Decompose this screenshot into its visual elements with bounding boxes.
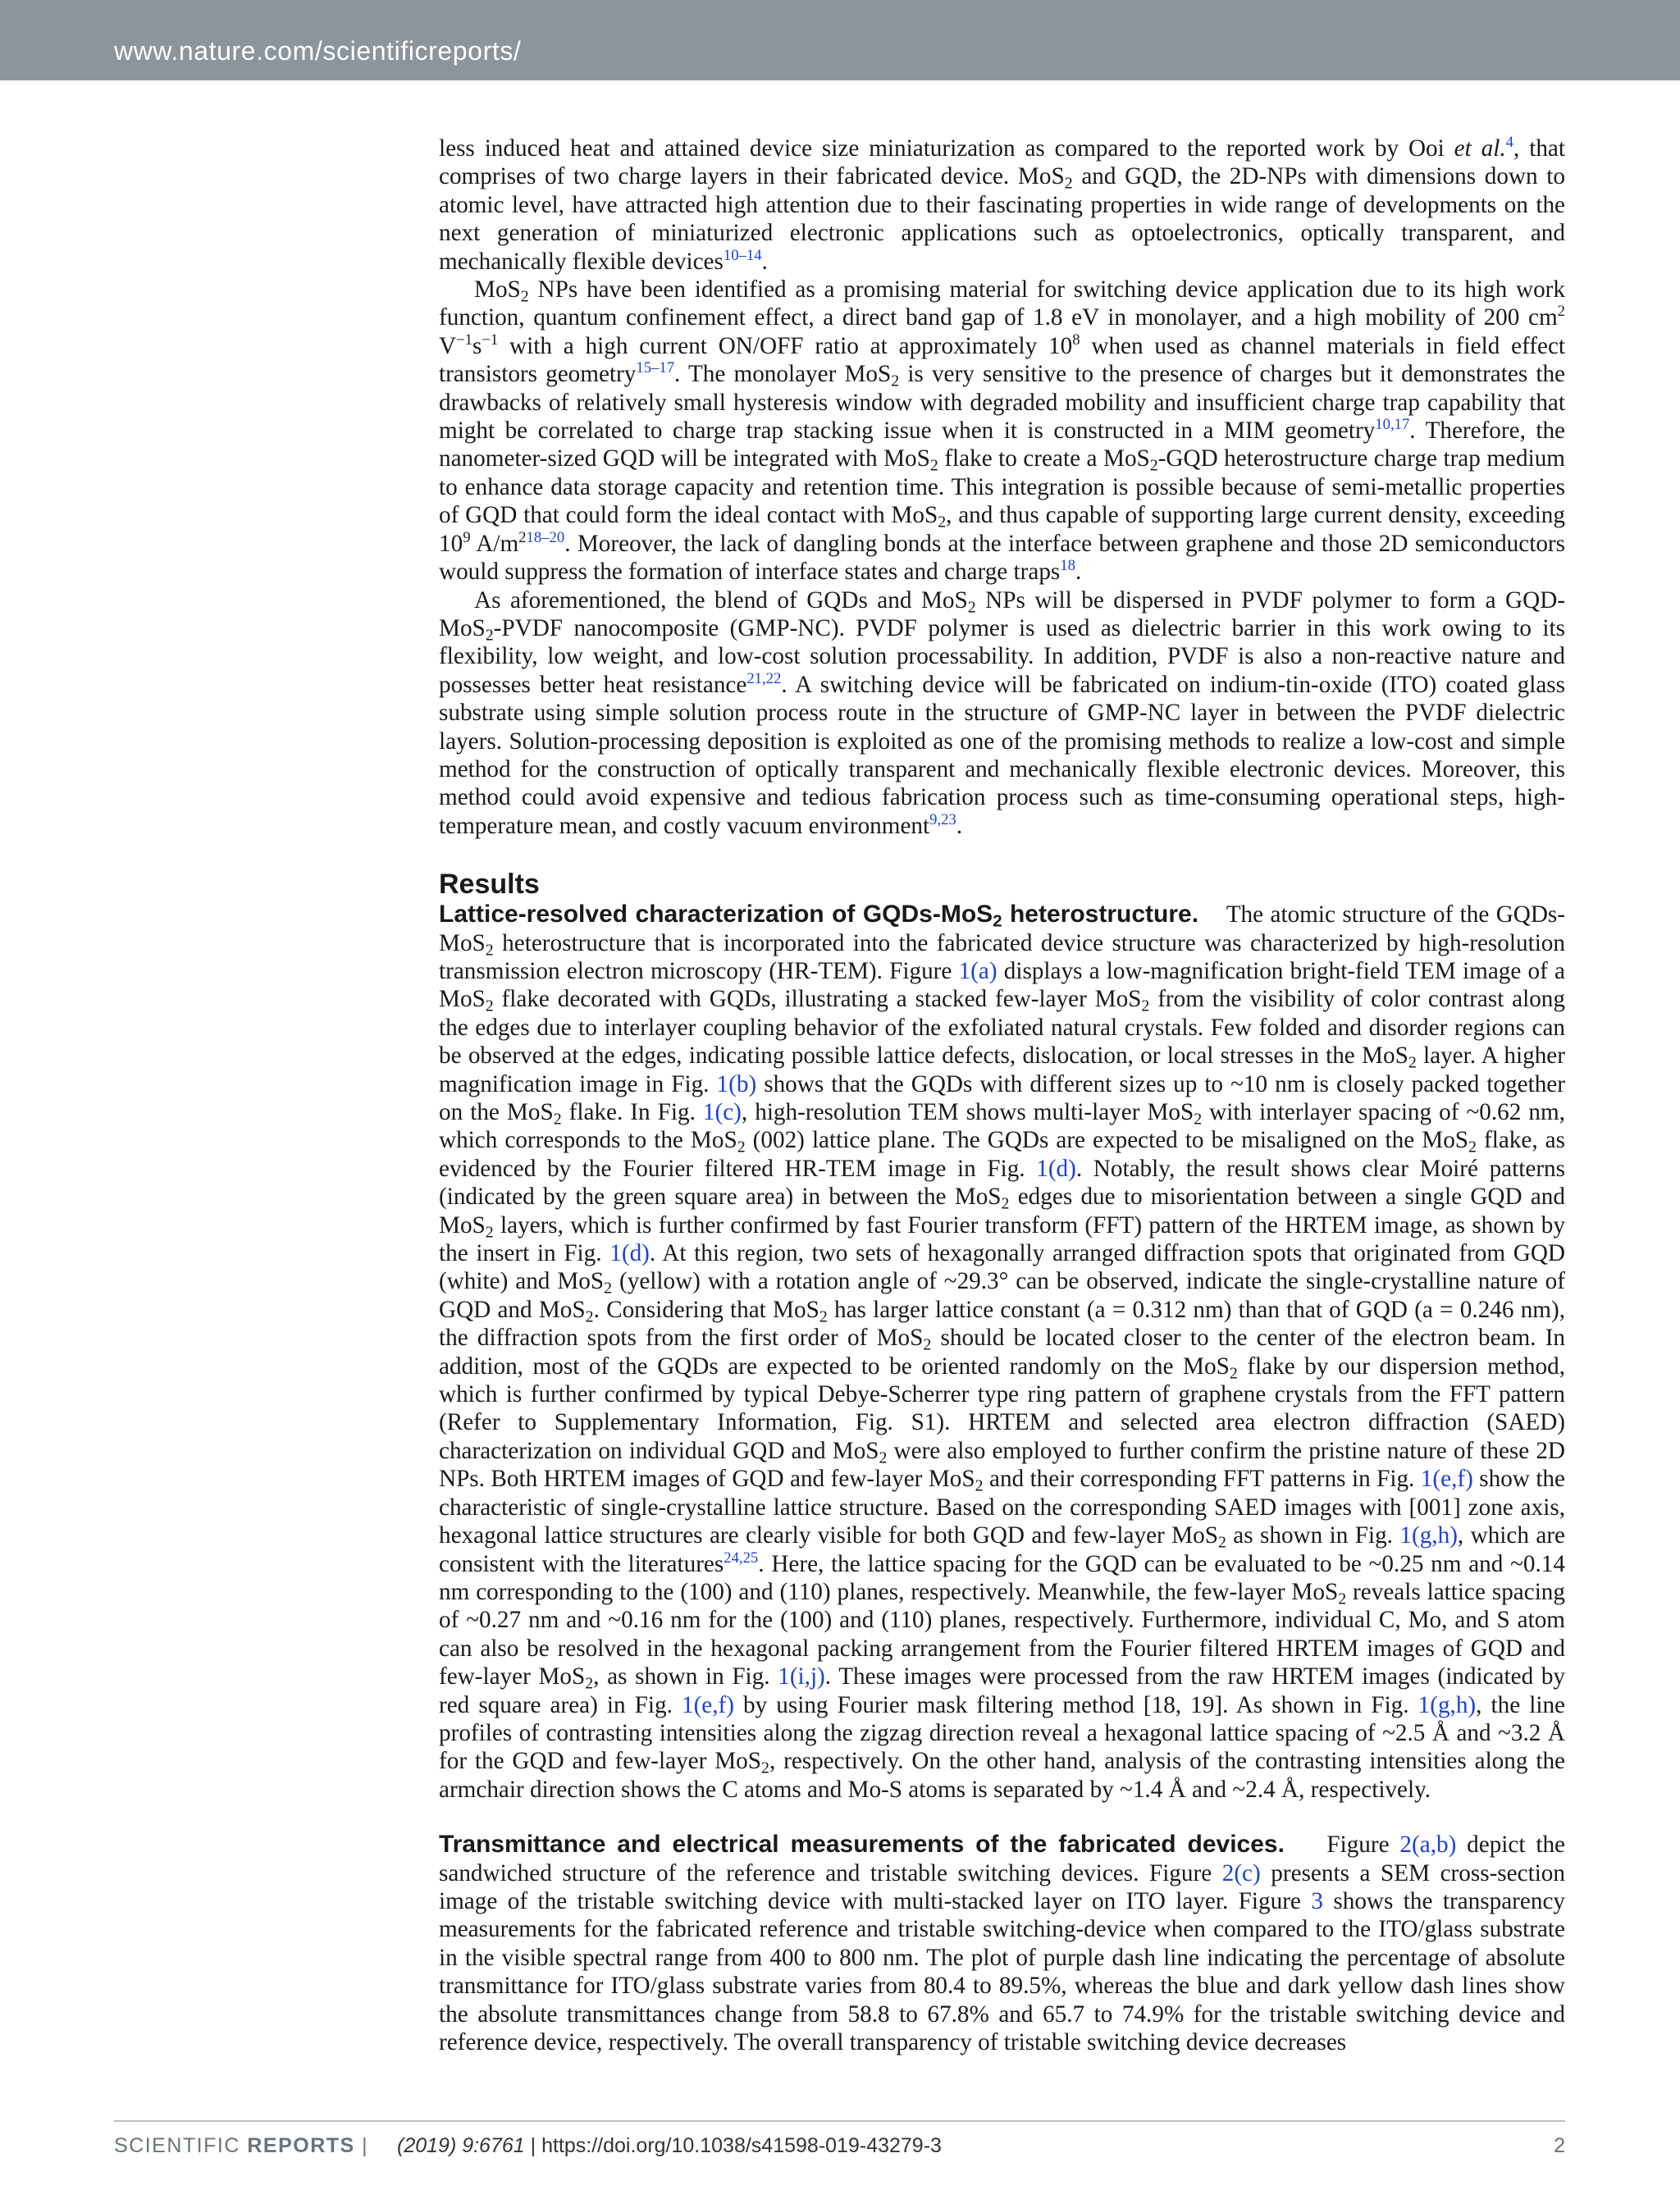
paragraph-1: less induced heat and attained device size miniaturization as compared to the reported work by Ooi et al.$^4$, that comprises of two charge layers in their fabricated device. MoS$_2$ and GQD, the 2D-NPs with dimensions down to atomic level, have attracted high attention due to their fascinating properties in wide range of developments on the next generation of miniaturized electronic applications such as optoelectronics, optically transparent, and mechanically flexible devices$^{10-14}$. — [439, 134, 1565, 275]
reference-link[interactable]: 18 — [1060, 557, 1075, 575]
paragraph-3: As aforementioned, the blend of GQDs and MoS$_2$ NPs will be dispersed in PVDF polymer to form a GQD-MoS$_2$-PVDF nanocomposite (GMP-NC). PVDF polymer is used as dielectric barrier in this work owing to its flexibility, low weight, and low-cost solution processability. In addition, PVDF is also a non-reactive nature and possesses better heat resistance$^{21,22}$. A switching device will be fabricated on indium-tin-oxide (ITO) coated glass substrate using simple solution process route in the structure of GMP-NC layer in between the PVDF dielectric layers. Solution-processing deposition is exploited as one of the promising methods to realize a low-cost and simple method for the construction of optically transparent and mechanically flexible electronic devices. Moreover, this method could avoid expensive and tedious fabrication process such as time-consuming operational steps, high-temperature mean, and costly vacuum environment$^{9,23}$. — [439, 586, 1565, 839]
reference-link[interactable]: 15–17 — [636, 359, 675, 377]
reference-link[interactable]: 4 — [1505, 134, 1513, 152]
site-url[interactable]: www.nature.com/scientificreports/ — [114, 36, 522, 66]
page-number: 2 — [1554, 2134, 1565, 2157]
figure-link[interactable]: 1(d) — [609, 1240, 650, 1267]
figure-link[interactable]: 1(e,f) — [681, 1691, 734, 1718]
site-header-bar — [0, 0, 1680, 80]
figure-link[interactable]: 3 — [1311, 1887, 1323, 1914]
reference-link[interactable]: 9,23 — [929, 810, 956, 828]
reference-link[interactable]: 10–14 — [723, 246, 762, 264]
page-footer — [114, 2134, 1565, 2167]
figure-link[interactable]: 1(a) — [958, 957, 998, 984]
figure-link[interactable]: 1(g,h) — [1399, 1522, 1458, 1549]
paragraph-2: MoS$_2$ NPs have been identified as a promising material for switching device application due to its high work function, quantum confinement effect, a direct band gap of 1.8 eV in monolayer, and a high mobility of 200 $cm^2$ $V^{-1}s^{-1}$ with a high current ON/OFF ratio at approximately $10^8$ when used as channel materials in field effect transistors geometry$^{15-17}$. The monolayer MoS$_2$ is very sensitive to the presence of charges but it demonstrates the drawbacks of relatively small hysteresis window with degraded mobility and insufficient charge trap capability that might be correlated to charge trap stacking issue when it is constructed in a MIM geometry$^{10,17}$. Therefore, the nanometer-sized GQD will be integrated with MoS$_2$ flake to create a MoS$_2$-GQD heterostructure charge trap medium to enhance data storage capacity and retention time. This integration is possible because of semi-metallic properties of GQD that could form the ideal contact with MoS$_2$, and thus capable of supporting large current density, exceeding $10^9$ A/m$^{218-20}$. Moreover, the lack of dangling bonds at the interface between graphene and those 2D semiconductors would suppress the formation of interface states and charge traps$^{18}$. — [439, 276, 1566, 586]
figure-link[interactable]: 1(i,j) — [778, 1663, 825, 1690]
reference-link[interactable]: 10,17 — [1375, 416, 1410, 434]
journal-name: SCIENTIFIC REPORTS | — [114, 2134, 369, 2157]
article-body — [439, 135, 1565, 2056]
figure-link[interactable]: 1(e,f) — [1420, 1466, 1473, 1493]
subsection-heading-lattice: Lattice-resolved characterization of GQDs-MoS$_2$ heterostructure. — [439, 901, 1199, 931]
figure-link[interactable]: 2(a,b) — [1399, 1832, 1457, 1859]
figure-link[interactable]: 1(c) — [702, 1099, 742, 1125]
figure-link[interactable]: 1(d) — [1036, 1155, 1076, 1182]
subsection-heading-transmittance: Transmittance and electrical measurements of the fabricated devices. — [439, 1831, 1285, 1859]
paragraph-results-2: Transmittance and electrical measurements of the fabricated devices. Figure 2(a,b) depict the sandwiched structure of the reference and tristable switching devices. Figure 2(c) presents a SEM cross-section image of the tristable switching device with multi-stacked layer on ITO layer. Figure 3 shows the transparency measurements for the fabricated reference and tristable switching-device when compared to the ITO/glass substrate in the visible spectral range from 400 to 800 nm. The plot of purple dash line indicating the percentage of absolute transmittance for ITO/glass substrate varies from 80.4 to 89.5%, whereas the blue and dark yellow dash lines show the absolute transmittances change from 58.8 to 67.8% and 65.7 to 74.9% for the tristable switching device and reference device, respectively. The overall transparency of tristable switching device decreases — [439, 1831, 1565, 2055]
paragraph-results-1: Lattice-resolved characterization of GQDs-MoS$_2$ heterostructure. The atomic structure of the GQDs-MoS$_2$ heterostructure that is incorporated into the fabricated device structure was characterized by high-resolution transmission electron microscopy (HR-TEM). Figure 1(a) displays a low-magnification bright-field TEM image of a MoS$_2$ flake decorated with GQDs, illustrating a stacked few-layer MoS$_2$ from the visibility of color contrast along the edges due to interlayer coupling behavior of the exfoliated natural crystals. Few folded and disorder regions can be observed at the edges, indicating possible lattice defects, dislocation, or local stresses in the MoS$_2$ layer. A higher magnification image in Fig. 1(b) shows that the GQDs with different sizes up to ~10 nm is closely packed together on the MoS$_2$ flake. In Fig. 1(c), high-resolution TEM shows multi-layer MoS$_2$ with interlayer spacing of ~0.62 nm, which corresponds to the MoS$_2$ (002) lattice plane. The GQDs are expected to be misaligned on the MoS$_2$ flake, as evidenced by the Fourier filtered HR-TEM image in Fig. 1(d). Notably, the result shows clear Moiré patterns (indicated by the green square area) in between the MoS$_2$ edges due to misorientation between a single GQD and MoS$_2$ layers, which is further confirmed by fast Fourier transform (FFT) pattern of the HRTEM image, as shown by the insert in Fig. 1(d). At this region, two sets of hexagonally arranged diffraction spots that originated from GQD (white) and MoS$_2$ (yellow) with a rotation angle of ~29.3° can be observed, indicate the single-crystalline nature of GQD and MoS$_2$. Considering that MoS$_2$ has larger lattice constant (a = 0.312 nm) than that of GQD (a = 0.246 nm), the diffraction spots from the first order of MoS$_2$ should be located closer to the center of the electron beam. In addition, most of the GQDs are expected to be oriented randomly on the MoS$_2$ flake by our dispersion method, which is further confirmed by typical Debye-Scherrer type ring pattern of graphene crystals from the FFT pattern (Refer to Supplementary Information, Fig. S1). HRTEM and selected area electron diffraction (SAED) characterization on individual GQD and MoS$_2$ were also employed to further confirm the pristine nature of these 2D NPs. Both HRTEM images of GQD and few-layer MoS$_2$ and their corresponding FFT patterns in Fig. 1(e,f) show the characteristic of single-crystalline lattice structure. Based on the corresponding SAED images with [001] zone axis, hexagonal lattice structures are clearly visible for both GQD and few-layer MoS$_2$ as shown in Fig. 1(g,h), which are consistent with the literatures$^{24,25}$. Here, the lattice spacing for the GQD can be evaluated to be ~0.25 nm and ~0.14 nm corresponding to the (100) and (110) planes, respectively. Meanwhile, the few-layer MoS$_2$ reveals lattice spacing of ~0.27 nm and ~0.16 nm for the (100) and (110) planes, respectively. Furthermore, individual C, Mo, and S atom can also be resolved in the hexagonal packing arrangement from the Fourier filtered HRTEM images of GQD and few-layer MoS$_2$, as shown in Fig. 1(i,j). These images were processed from the raw HRTEM images (indicated by red square area) in Fig. 1(e,f) by using Fourier mask filtering method [18, 19]. As shown in Fig. 1(g,h), the line profiles of contrasting intensities along the zigzag direction reveal a hexagonal lattice spacing of ~2.5 Å and ~3.2 Å for the GQD and few-layer MoS$_2$, respectively. On the other hand, analysis of the contrasting intensities along the armchair direction shows the C atoms and Mo-S atoms is separated by ~1.4 Å and ~2.4 Å, respectively. — [439, 901, 1566, 1803]
reference-link[interactable]: 21,22 — [746, 669, 782, 687]
footer-divider — [114, 2120, 1565, 2122]
reference-link[interactable]: 18–20 — [526, 528, 565, 546]
figure-link[interactable]: 1(b) — [716, 1070, 757, 1097]
doi-link[interactable]: | https://doi.org/10.1038/s41598-019-43279-3 — [524, 2134, 942, 2157]
section-title-results: Results — [439, 869, 540, 901]
figure-link[interactable]: 2(c) — [1221, 1859, 1261, 1886]
citation-info: (2019) 9:6761 | https://doi.org/10.1038/s41598-019-43279-3 — [397, 2134, 942, 2157]
figure-link[interactable]: 1(g,h) — [1418, 1691, 1477, 1718]
reference-link[interactable]: 24,25 — [724, 1549, 759, 1567]
